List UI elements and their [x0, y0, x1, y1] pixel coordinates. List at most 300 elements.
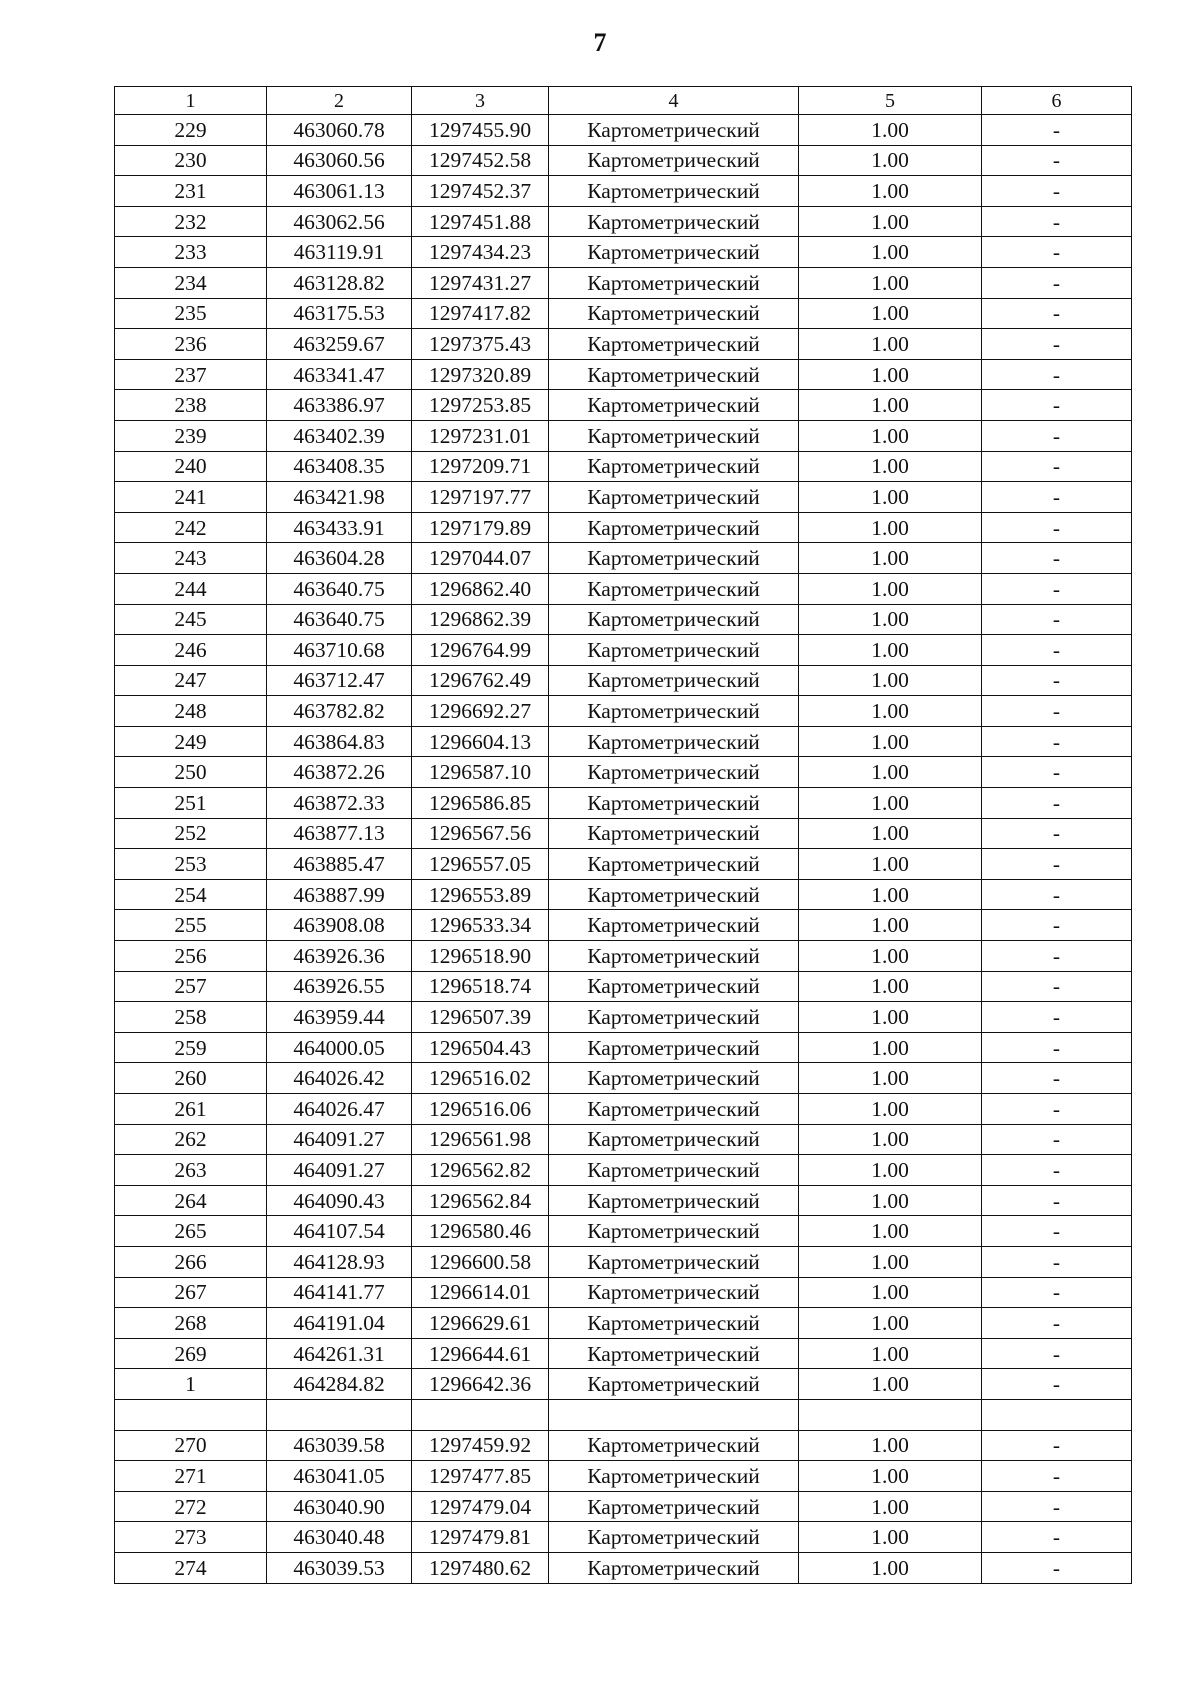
point-number-cell: 258 — [115, 1002, 267, 1033]
table-row — [115, 298, 1132, 329]
accuracy-cell: 1.00 — [799, 1032, 982, 1063]
y-coordinate-cell: 1297320.89 — [412, 359, 549, 390]
x-coordinate-cell: 464000.05 — [267, 1032, 412, 1063]
method-cell: Картометрический — [549, 115, 799, 146]
table-row — [115, 1491, 1132, 1522]
y-coordinate-cell: 1297477.85 — [412, 1461, 549, 1492]
method-cell: Картометрический — [549, 543, 799, 574]
note-cell: - — [982, 971, 1132, 1002]
table-row — [115, 482, 1132, 513]
table-row — [115, 1094, 1132, 1125]
y-coordinate-cell: 1296692.27 — [412, 696, 549, 727]
point-number-cell: 268 — [115, 1308, 267, 1339]
x-coordinate-cell: 463039.58 — [267, 1430, 412, 1461]
table-row — [115, 573, 1132, 604]
empty-cell — [267, 1399, 412, 1430]
x-coordinate-cell: 464191.04 — [267, 1308, 412, 1339]
x-coordinate-cell: 463926.55 — [267, 971, 412, 1002]
method-cell: Картометрический — [549, 1185, 799, 1216]
x-coordinate-cell: 464091.27 — [267, 1124, 412, 1155]
x-coordinate-cell: 464091.27 — [267, 1155, 412, 1186]
y-coordinate-cell: 1296516.06 — [412, 1094, 549, 1125]
note-cell: - — [982, 1522, 1132, 1553]
x-coordinate-cell: 463040.48 — [267, 1522, 412, 1553]
y-coordinate-cell: 1296504.43 — [412, 1032, 549, 1063]
accuracy-cell: 1.00 — [799, 1277, 982, 1308]
x-coordinate-cell: 463408.35 — [267, 451, 412, 482]
accuracy-cell: 1.00 — [799, 267, 982, 298]
y-coordinate-cell: 1297417.82 — [412, 298, 549, 329]
point-number-cell: 267 — [115, 1277, 267, 1308]
column-header: 3 — [412, 87, 549, 115]
accuracy-cell: 1.00 — [799, 543, 982, 574]
method-cell: Картометрический — [549, 1002, 799, 1033]
y-coordinate-cell: 1297179.89 — [412, 512, 549, 543]
table-row — [115, 971, 1132, 1002]
x-coordinate-cell: 463062.56 — [267, 206, 412, 237]
point-number-cell: 273 — [115, 1522, 267, 1553]
accuracy-cell: 1.00 — [799, 818, 982, 849]
method-cell: Картометрический — [549, 1430, 799, 1461]
y-coordinate-cell: 1297480.62 — [412, 1552, 549, 1583]
x-coordinate-cell: 463060.56 — [267, 145, 412, 176]
method-cell: Картометрический — [549, 635, 799, 666]
table-row — [115, 1246, 1132, 1277]
note-cell: - — [982, 543, 1132, 574]
accuracy-cell: 1.00 — [799, 1338, 982, 1369]
method-cell: Картометрический — [549, 1063, 799, 1094]
separator-row — [115, 1399, 1132, 1430]
note-cell: - — [982, 298, 1132, 329]
note-cell: - — [982, 1338, 1132, 1369]
point-number-cell: 274 — [115, 1552, 267, 1583]
table-row — [115, 879, 1132, 910]
method-cell: Картометрический — [549, 879, 799, 910]
column-header: 2 — [267, 87, 412, 115]
note-cell: - — [982, 1461, 1132, 1492]
note-cell: - — [982, 1185, 1132, 1216]
y-coordinate-cell: 1296587.10 — [412, 757, 549, 788]
point-number-cell: 240 — [115, 451, 267, 482]
table-row — [115, 1063, 1132, 1094]
column-header: 1 — [115, 87, 267, 115]
y-coordinate-cell: 1297431.27 — [412, 267, 549, 298]
point-number-cell: 270 — [115, 1430, 267, 1461]
note-cell: - — [982, 1491, 1132, 1522]
x-coordinate-cell: 463864.83 — [267, 726, 412, 757]
column-header: 4 — [549, 87, 799, 115]
x-coordinate-cell: 463872.33 — [267, 788, 412, 819]
table-row — [115, 849, 1132, 880]
accuracy-cell: 1.00 — [799, 971, 982, 1002]
table-row — [115, 390, 1132, 421]
point-number-cell: 230 — [115, 145, 267, 176]
accuracy-cell: 1.00 — [799, 1002, 982, 1033]
accuracy-cell: 1.00 — [799, 359, 982, 390]
note-cell: - — [982, 1369, 1132, 1400]
point-number-cell: 263 — [115, 1155, 267, 1186]
point-number-cell: 269 — [115, 1338, 267, 1369]
note-cell: - — [982, 145, 1132, 176]
point-number-cell: 252 — [115, 818, 267, 849]
y-coordinate-cell: 1296862.39 — [412, 604, 549, 635]
method-cell: Картометрический — [549, 1338, 799, 1369]
accuracy-cell: 1.00 — [799, 788, 982, 819]
point-number-cell: 247 — [115, 665, 267, 696]
note-cell: - — [982, 757, 1132, 788]
note-cell: - — [982, 879, 1132, 910]
point-number-cell: 262 — [115, 1124, 267, 1155]
note-cell: - — [982, 512, 1132, 543]
table-row — [115, 1002, 1132, 1033]
page-number: 7 — [593, 28, 607, 57]
accuracy-cell: 1.00 — [799, 635, 982, 666]
point-number-cell: 233 — [115, 237, 267, 268]
method-cell: Картометрический — [549, 267, 799, 298]
note-cell: - — [982, 1430, 1132, 1461]
x-coordinate-cell: 463877.13 — [267, 818, 412, 849]
y-coordinate-cell: 1297479.81 — [412, 1522, 549, 1553]
method-cell: Картометрический — [549, 971, 799, 1002]
accuracy-cell: 1.00 — [799, 941, 982, 972]
table-row — [115, 1430, 1132, 1461]
x-coordinate-cell: 463908.08 — [267, 910, 412, 941]
point-number-cell: 260 — [115, 1063, 267, 1094]
method-cell: Картометрический — [549, 1522, 799, 1553]
y-coordinate-cell: 1296562.84 — [412, 1185, 549, 1216]
note-cell: - — [982, 635, 1132, 666]
point-number-cell: 257 — [115, 971, 267, 1002]
x-coordinate-cell: 464284.82 — [267, 1369, 412, 1400]
y-coordinate-cell: 1296557.05 — [412, 849, 549, 880]
y-coordinate-cell: 1296507.39 — [412, 1002, 549, 1033]
note-cell: - — [982, 1002, 1132, 1033]
accuracy-cell: 1.00 — [799, 145, 982, 176]
x-coordinate-cell: 463710.68 — [267, 635, 412, 666]
point-number-cell: 265 — [115, 1216, 267, 1247]
point-number-cell: 261 — [115, 1094, 267, 1125]
note-cell: - — [982, 1308, 1132, 1339]
y-coordinate-cell: 1296629.61 — [412, 1308, 549, 1339]
x-coordinate-cell: 464128.93 — [267, 1246, 412, 1277]
method-cell: Картометрический — [549, 1277, 799, 1308]
method-cell: Картометрический — [549, 298, 799, 329]
y-coordinate-cell: 1296604.13 — [412, 726, 549, 757]
method-cell: Картометрический — [549, 1032, 799, 1063]
table-row — [115, 818, 1132, 849]
accuracy-cell: 1.00 — [799, 420, 982, 451]
accuracy-cell: 1.00 — [799, 237, 982, 268]
point-number-cell: 271 — [115, 1461, 267, 1492]
x-coordinate-cell: 463604.28 — [267, 543, 412, 574]
note-cell: - — [982, 482, 1132, 513]
table-row — [115, 329, 1132, 360]
accuracy-cell: 1.00 — [799, 1185, 982, 1216]
accuracy-cell: 1.00 — [799, 665, 982, 696]
table-row — [115, 1216, 1132, 1247]
y-coordinate-cell: 1297253.85 — [412, 390, 549, 421]
x-coordinate-cell: 463433.91 — [267, 512, 412, 543]
point-number-cell: 239 — [115, 420, 267, 451]
x-coordinate-cell: 464141.77 — [267, 1277, 412, 1308]
method-cell: Картометрический — [549, 420, 799, 451]
method-cell: Картометрический — [549, 910, 799, 941]
x-coordinate-cell: 463640.75 — [267, 573, 412, 604]
point-number-cell: 256 — [115, 941, 267, 972]
accuracy-cell: 1.00 — [799, 451, 982, 482]
method-cell: Картометрический — [549, 512, 799, 543]
y-coordinate-cell: 1297044.07 — [412, 543, 549, 574]
method-cell: Картометрический — [549, 1155, 799, 1186]
accuracy-cell: 1.00 — [799, 115, 982, 146]
x-coordinate-cell: 463402.39 — [267, 420, 412, 451]
point-number-cell: 232 — [115, 206, 267, 237]
point-number-cell: 242 — [115, 512, 267, 543]
table-row — [115, 941, 1132, 972]
table-row — [115, 635, 1132, 666]
accuracy-cell: 1.00 — [799, 1155, 982, 1186]
method-cell: Картометрический — [549, 359, 799, 390]
x-coordinate-cell: 463926.36 — [267, 941, 412, 972]
accuracy-cell: 1.00 — [799, 298, 982, 329]
accuracy-cell: 1.00 — [799, 726, 982, 757]
method-cell: Картометрический — [549, 482, 799, 513]
y-coordinate-cell: 1296562.82 — [412, 1155, 549, 1186]
method-cell: Картометрический — [549, 145, 799, 176]
y-coordinate-cell: 1297197.77 — [412, 482, 549, 513]
method-cell: Картометрический — [549, 1369, 799, 1400]
accuracy-cell: 1.00 — [799, 1216, 982, 1247]
column-header: 6 — [982, 87, 1132, 115]
table-row — [115, 1461, 1132, 1492]
note-cell: - — [982, 1155, 1132, 1186]
table-row — [115, 1277, 1132, 1308]
accuracy-cell: 1.00 — [799, 573, 982, 604]
empty-cell — [412, 1399, 549, 1430]
note-cell: - — [982, 573, 1132, 604]
table-body — [115, 87, 1132, 1584]
accuracy-cell: 1.00 — [799, 176, 982, 207]
accuracy-cell: 1.00 — [799, 1461, 982, 1492]
note-cell: - — [982, 726, 1132, 757]
accuracy-cell: 1.00 — [799, 1522, 982, 1553]
note-cell: - — [982, 267, 1132, 298]
y-coordinate-cell: 1296642.36 — [412, 1369, 549, 1400]
point-number-cell: 235 — [115, 298, 267, 329]
table-row — [115, 1369, 1132, 1400]
y-coordinate-cell: 1297452.37 — [412, 176, 549, 207]
x-coordinate-cell: 463959.44 — [267, 1002, 412, 1033]
point-number-cell: 264 — [115, 1185, 267, 1216]
x-coordinate-cell: 463640.75 — [267, 604, 412, 635]
column-header: 5 — [799, 87, 982, 115]
accuracy-cell: 1.00 — [799, 1552, 982, 1583]
accuracy-cell: 1.00 — [799, 329, 982, 360]
accuracy-cell: 1.00 — [799, 512, 982, 543]
note-cell: - — [982, 1552, 1132, 1583]
table-row — [115, 1032, 1132, 1063]
table-row — [115, 543, 1132, 574]
note-cell: - — [982, 849, 1132, 880]
method-cell: Картометрический — [549, 451, 799, 482]
empty-cell — [115, 1399, 267, 1430]
header-row — [115, 87, 1132, 115]
method-cell: Картометрический — [549, 604, 799, 635]
x-coordinate-cell: 463782.82 — [267, 696, 412, 727]
x-coordinate-cell: 463885.47 — [267, 849, 412, 880]
table-row — [115, 206, 1132, 237]
x-coordinate-cell: 463119.91 — [267, 237, 412, 268]
table-row — [115, 145, 1132, 176]
note-cell: - — [982, 1246, 1132, 1277]
table-row — [115, 757, 1132, 788]
accuracy-cell: 1.00 — [799, 1124, 982, 1155]
accuracy-cell: 1.00 — [799, 696, 982, 727]
table-row — [115, 1155, 1132, 1186]
x-coordinate-cell: 463040.90 — [267, 1491, 412, 1522]
y-coordinate-cell: 1297231.01 — [412, 420, 549, 451]
method-cell: Картометрический — [549, 1491, 799, 1522]
note-cell: - — [982, 1124, 1132, 1155]
note-cell: - — [982, 390, 1132, 421]
accuracy-cell: 1.00 — [799, 1246, 982, 1277]
note-cell: - — [982, 1216, 1132, 1247]
method-cell: Картометрический — [549, 726, 799, 757]
note-cell: - — [982, 910, 1132, 941]
note-cell: - — [982, 1063, 1132, 1094]
accuracy-cell: 1.00 — [799, 1369, 982, 1400]
point-number-cell: 237 — [115, 359, 267, 390]
y-coordinate-cell: 1297375.43 — [412, 329, 549, 360]
y-coordinate-cell: 1297459.92 — [412, 1430, 549, 1461]
accuracy-cell: 1.00 — [799, 1430, 982, 1461]
table-row — [115, 1338, 1132, 1369]
method-cell: Картометрический — [549, 1216, 799, 1247]
method-cell: Картометрический — [549, 206, 799, 237]
point-number-cell: 236 — [115, 329, 267, 360]
y-coordinate-cell: 1297452.58 — [412, 145, 549, 176]
method-cell: Картометрический — [549, 329, 799, 360]
point-number-cell: 229 — [115, 115, 267, 146]
y-coordinate-cell: 1296518.90 — [412, 941, 549, 972]
y-coordinate-cell: 1297451.88 — [412, 206, 549, 237]
table-row — [115, 665, 1132, 696]
point-number-cell: 234 — [115, 267, 267, 298]
x-coordinate-cell: 463341.47 — [267, 359, 412, 390]
table-row — [115, 1185, 1132, 1216]
table-row — [115, 788, 1132, 819]
method-cell: Картометрический — [549, 237, 799, 268]
point-number-cell: 243 — [115, 543, 267, 574]
point-number-cell: 246 — [115, 635, 267, 666]
table-row — [115, 1124, 1132, 1155]
accuracy-cell: 1.00 — [799, 879, 982, 910]
method-cell: Картометрический — [549, 665, 799, 696]
x-coordinate-cell: 463041.05 — [267, 1461, 412, 1492]
note-cell: - — [982, 696, 1132, 727]
y-coordinate-cell: 1296561.98 — [412, 1124, 549, 1155]
x-coordinate-cell: 464090.43 — [267, 1185, 412, 1216]
method-cell: Картометрический — [549, 1246, 799, 1277]
table-row — [115, 420, 1132, 451]
y-coordinate-cell: 1296764.99 — [412, 635, 549, 666]
note-cell: - — [982, 604, 1132, 635]
x-coordinate-cell: 463039.53 — [267, 1552, 412, 1583]
point-number-cell: 253 — [115, 849, 267, 880]
x-coordinate-cell: 463887.99 — [267, 879, 412, 910]
empty-cell — [799, 1399, 982, 1430]
note-cell: - — [982, 329, 1132, 360]
method-cell: Картометрический — [549, 1308, 799, 1339]
y-coordinate-cell: 1296580.46 — [412, 1216, 549, 1247]
y-coordinate-cell: 1296516.02 — [412, 1063, 549, 1094]
point-number-cell: 259 — [115, 1032, 267, 1063]
table-row — [115, 910, 1132, 941]
note-cell: - — [982, 237, 1132, 268]
y-coordinate-cell: 1297434.23 — [412, 237, 549, 268]
point-number-cell: 266 — [115, 1246, 267, 1277]
accuracy-cell: 1.00 — [799, 1063, 982, 1094]
y-coordinate-cell: 1296567.56 — [412, 818, 549, 849]
y-coordinate-cell: 1296614.01 — [412, 1277, 549, 1308]
method-cell: Картометрический — [549, 1461, 799, 1492]
point-number-cell: 272 — [115, 1491, 267, 1522]
method-cell: Картометрический — [549, 757, 799, 788]
point-number-cell: 244 — [115, 573, 267, 604]
y-coordinate-cell: 1296518.74 — [412, 971, 549, 1002]
empty-cell — [982, 1399, 1132, 1430]
empty-cell — [549, 1399, 799, 1430]
point-number-cell: 245 — [115, 604, 267, 635]
method-cell: Картометрический — [549, 176, 799, 207]
accuracy-cell: 1.00 — [799, 1094, 982, 1125]
note-cell: - — [982, 359, 1132, 390]
x-coordinate-cell: 463061.13 — [267, 176, 412, 207]
method-cell: Картометрический — [549, 696, 799, 727]
note-cell: - — [982, 941, 1132, 972]
note-cell: - — [982, 420, 1132, 451]
x-coordinate-cell: 463712.47 — [267, 665, 412, 696]
note-cell: - — [982, 665, 1132, 696]
table-row — [115, 696, 1132, 727]
point-number-cell: 238 — [115, 390, 267, 421]
table-row — [115, 115, 1132, 146]
y-coordinate-cell: 1296762.49 — [412, 665, 549, 696]
accuracy-cell: 1.00 — [799, 1491, 982, 1522]
x-coordinate-cell: 463175.53 — [267, 298, 412, 329]
point-number-cell: 251 — [115, 788, 267, 819]
x-coordinate-cell: 464261.31 — [267, 1338, 412, 1369]
accuracy-cell: 1.00 — [799, 757, 982, 788]
x-coordinate-cell: 464026.42 — [267, 1063, 412, 1094]
note-cell: - — [982, 1277, 1132, 1308]
note-cell: - — [982, 1032, 1132, 1063]
y-coordinate-cell: 1296862.40 — [412, 573, 549, 604]
note-cell: - — [982, 206, 1132, 237]
y-coordinate-cell: 1297209.71 — [412, 451, 549, 482]
note-cell: - — [982, 176, 1132, 207]
note-cell: - — [982, 818, 1132, 849]
note-cell: - — [982, 1094, 1132, 1125]
point-number-cell: 248 — [115, 696, 267, 727]
x-coordinate-cell: 464107.54 — [267, 1216, 412, 1247]
table-row — [115, 359, 1132, 390]
table-row — [115, 726, 1132, 757]
x-coordinate-cell: 463060.78 — [267, 115, 412, 146]
method-cell: Картометрический — [549, 849, 799, 880]
x-coordinate-cell: 463128.82 — [267, 267, 412, 298]
table-row — [115, 451, 1132, 482]
